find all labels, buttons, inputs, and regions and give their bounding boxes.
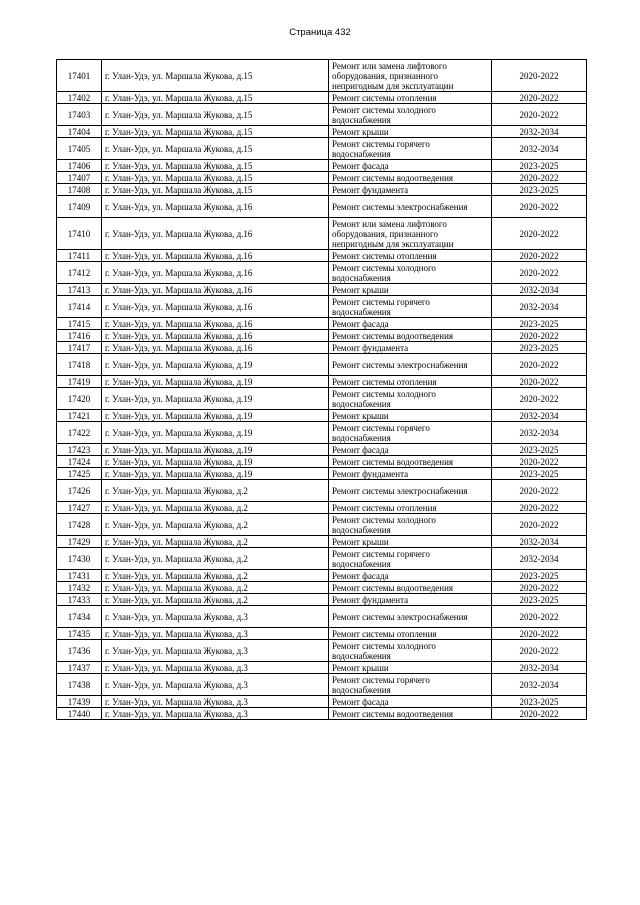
table-row bbox=[57, 548, 587, 570]
period-cell: 2020-2022 bbox=[492, 456, 587, 468]
repair-schedule-body bbox=[57, 60, 587, 720]
work-type-cell: Ремонт фасада bbox=[329, 160, 492, 172]
period-cell: 2020-2022 bbox=[492, 606, 587, 628]
row-number-cell: 17420 bbox=[57, 388, 102, 410]
table-row bbox=[57, 296, 587, 318]
row-number-cell: 17418 bbox=[57, 354, 102, 376]
work-type-cell: Ремонт крыши bbox=[329, 284, 492, 296]
table-row bbox=[57, 514, 587, 536]
address-cell: г. Улан-Удэ, ул. Маршала Жукова, д.2 bbox=[102, 536, 329, 548]
period-cell: 2032-2034 bbox=[492, 674, 587, 696]
row-number-cell: 17414 bbox=[57, 296, 102, 318]
period-cell: 2020-2022 bbox=[492, 250, 587, 262]
table-row bbox=[57, 628, 587, 640]
address-cell: г. Улан-Удэ, ул. Маршала Жукова, д.2 bbox=[102, 548, 329, 570]
table-row bbox=[57, 444, 587, 456]
table-row bbox=[57, 376, 587, 388]
work-type-cell: Ремонт системы холодного водоснабжения bbox=[329, 388, 492, 410]
address-cell: г. Улан-Удэ, ул. Маршала Жукова, д.19 bbox=[102, 422, 329, 444]
address-cell: г. Улан-Удэ, ул. Маршала Жукова, д.2 bbox=[102, 514, 329, 536]
page-number-label: Страница 432 bbox=[289, 27, 351, 38]
period-cell: 2023-2025 bbox=[492, 444, 587, 456]
table-row bbox=[57, 410, 587, 422]
table-row bbox=[57, 284, 587, 296]
work-type-cell: Ремонт системы горячего водоснабжения bbox=[329, 296, 492, 318]
row-number-cell: 17437 bbox=[57, 662, 102, 674]
table-row bbox=[57, 342, 587, 354]
table-row bbox=[57, 456, 587, 468]
period-cell: 2023-2025 bbox=[492, 468, 587, 480]
row-number-cell: 17403 bbox=[57, 104, 102, 126]
row-number-cell: 17432 bbox=[57, 582, 102, 594]
work-type-cell: Ремонт системы отопления bbox=[329, 250, 492, 262]
row-number-cell: 17426 bbox=[57, 480, 102, 502]
period-cell: 2020-2022 bbox=[492, 262, 587, 284]
work-type-cell: Ремонт системы электроснабжения bbox=[329, 606, 492, 628]
table-row bbox=[57, 388, 587, 410]
period-cell: 2020-2022 bbox=[492, 218, 587, 250]
work-type-cell: Ремонт системы горячего водоснабжения bbox=[329, 138, 492, 160]
period-cell: 2032-2034 bbox=[492, 126, 587, 138]
period-cell: 2020-2022 bbox=[492, 330, 587, 342]
row-number-cell: 17406 bbox=[57, 160, 102, 172]
row-number-cell: 17428 bbox=[57, 514, 102, 536]
work-type-cell: Ремонт системы водоотведения bbox=[329, 172, 492, 184]
period-cell: 2023-2025 bbox=[492, 342, 587, 354]
period-cell: 2032-2034 bbox=[492, 296, 587, 318]
address-cell: г. Улан-Удэ, ул. Маршала Жукова, д.15 bbox=[102, 92, 329, 104]
period-cell: 2020-2022 bbox=[492, 708, 587, 720]
work-type-cell: Ремонт фасада bbox=[329, 318, 492, 330]
work-type-cell: Ремонт крыши bbox=[329, 126, 492, 138]
row-number-cell: 17402 bbox=[57, 92, 102, 104]
address-cell: г. Улан-Удэ, ул. Маршала Жукова, д.16 bbox=[102, 296, 329, 318]
table-row bbox=[57, 422, 587, 444]
work-type-cell: Ремонт или замена лифтового оборудования, признанного непригодным для эксплуатации bbox=[329, 218, 492, 250]
table-row bbox=[57, 354, 587, 376]
row-number-cell: 17421 bbox=[57, 410, 102, 422]
table-row bbox=[57, 60, 587, 92]
work-type-cell: Ремонт фасада bbox=[329, 570, 492, 582]
work-type-cell: Ремонт системы отопления bbox=[329, 376, 492, 388]
period-cell: 2020-2022 bbox=[492, 582, 587, 594]
period-cell: 2032-2034 bbox=[492, 138, 587, 160]
table-row bbox=[57, 582, 587, 594]
address-cell: г. Улан-Удэ, ул. Маршала Жукова, д.15 bbox=[102, 138, 329, 160]
row-number-cell: 17417 bbox=[57, 342, 102, 354]
period-cell: 2032-2034 bbox=[492, 536, 587, 548]
table-row bbox=[57, 160, 587, 172]
table-row bbox=[57, 594, 587, 606]
work-type-cell: Ремонт фундамента bbox=[329, 594, 492, 606]
period-cell: 2020-2022 bbox=[492, 354, 587, 376]
row-number-cell: 17436 bbox=[57, 640, 102, 662]
period-cell: 2023-2025 bbox=[492, 570, 587, 582]
row-number-cell: 17404 bbox=[57, 126, 102, 138]
address-cell: г. Улан-Удэ, ул. Маршала Жукова, д.15 bbox=[102, 104, 329, 126]
table-row bbox=[57, 138, 587, 160]
table-row bbox=[57, 218, 587, 250]
work-type-cell: Ремонт фундамента bbox=[329, 342, 492, 354]
address-cell: г. Улан-Удэ, ул. Маршала Жукова, д.3 bbox=[102, 674, 329, 696]
work-type-cell: Ремонт системы отопления bbox=[329, 502, 492, 514]
period-cell: 2020-2022 bbox=[492, 172, 587, 184]
row-number-cell: 17412 bbox=[57, 262, 102, 284]
address-cell: г. Улан-Удэ, ул. Маршала Жукова, д.16 bbox=[102, 250, 329, 262]
work-type-cell: Ремонт системы водоотведения bbox=[329, 582, 492, 594]
work-type-cell: Ремонт системы холодного водоснабжения bbox=[329, 104, 492, 126]
row-number-cell: 17416 bbox=[57, 330, 102, 342]
address-cell: г. Улан-Удэ, ул. Маршала Жукова, д.16 bbox=[102, 218, 329, 250]
table-row bbox=[57, 674, 587, 696]
period-cell: 2023-2025 bbox=[492, 594, 587, 606]
table-row bbox=[57, 318, 587, 330]
row-number-cell: 17419 bbox=[57, 376, 102, 388]
work-type-cell: Ремонт крыши bbox=[329, 662, 492, 674]
work-type-cell: Ремонт системы отопления bbox=[329, 92, 492, 104]
table-row bbox=[57, 468, 587, 480]
address-cell: г. Улан-Удэ, ул. Маршала Жукова, д.19 bbox=[102, 410, 329, 422]
period-cell: 2020-2022 bbox=[492, 514, 587, 536]
table-row bbox=[57, 570, 587, 582]
work-type-cell: Ремонт системы электроснабжения bbox=[329, 196, 492, 218]
row-number-cell: 17401 bbox=[57, 60, 102, 92]
repair-schedule-table bbox=[56, 59, 587, 720]
work-type-cell: Ремонт системы электроснабжения bbox=[329, 354, 492, 376]
table-row bbox=[57, 536, 587, 548]
address-cell: г. Улан-Удэ, ул. Маршала Жукова, д.2 bbox=[102, 570, 329, 582]
address-cell: г. Улан-Удэ, ул. Маршала Жукова, д.16 bbox=[102, 318, 329, 330]
address-cell: г. Улан-Удэ, ул. Маршала Жукова, д.16 bbox=[102, 196, 329, 218]
period-cell: 2032-2034 bbox=[492, 422, 587, 444]
address-cell: г. Улан-Удэ, ул. Маршала Жукова, д.2 bbox=[102, 480, 329, 502]
address-cell: г. Улан-Удэ, ул. Маршала Жукова, д.3 bbox=[102, 628, 329, 640]
row-number-cell: 17430 bbox=[57, 548, 102, 570]
table-row bbox=[57, 662, 587, 674]
row-number-cell: 17415 bbox=[57, 318, 102, 330]
period-cell: 2020-2022 bbox=[492, 104, 587, 126]
period-cell: 2020-2022 bbox=[492, 376, 587, 388]
work-type-cell: Ремонт системы холодного водоснабжения bbox=[329, 514, 492, 536]
work-type-cell: Ремонт системы водоотведения bbox=[329, 708, 492, 720]
period-cell: 2032-2034 bbox=[492, 548, 587, 570]
period-cell: 2023-2025 bbox=[492, 318, 587, 330]
table-row bbox=[57, 262, 587, 284]
row-number-cell: 17405 bbox=[57, 138, 102, 160]
row-number-cell: 17439 bbox=[57, 696, 102, 708]
address-cell: г. Улан-Удэ, ул. Маршала Жукова, д.19 bbox=[102, 444, 329, 456]
table-row bbox=[57, 250, 587, 262]
row-number-cell: 17424 bbox=[57, 456, 102, 468]
work-type-cell: Ремонт системы холодного водоснабжения bbox=[329, 640, 492, 662]
work-type-cell: Ремонт фасада bbox=[329, 696, 492, 708]
row-number-cell: 17410 bbox=[57, 218, 102, 250]
row-number-cell: 17438 bbox=[57, 674, 102, 696]
table-row bbox=[57, 502, 587, 514]
address-cell: г. Улан-Удэ, ул. Маршала Жукова, д.3 bbox=[102, 662, 329, 674]
table-row bbox=[57, 104, 587, 126]
work-type-cell: Ремонт фасада bbox=[329, 444, 492, 456]
table-row bbox=[57, 606, 587, 628]
table-row bbox=[57, 708, 587, 720]
address-cell: г. Улан-Удэ, ул. Маршала Жукова, д.19 bbox=[102, 456, 329, 468]
period-cell: 2023-2025 bbox=[492, 160, 587, 172]
table-row bbox=[57, 92, 587, 104]
address-cell: г. Улан-Удэ, ул. Маршала Жукова, д.19 bbox=[102, 376, 329, 388]
row-number-cell: 17427 bbox=[57, 502, 102, 514]
address-cell: г. Улан-Удэ, ул. Маршала Жукова, д.19 bbox=[102, 354, 329, 376]
period-cell: 2032-2034 bbox=[492, 410, 587, 422]
period-cell: 2020-2022 bbox=[492, 196, 587, 218]
address-cell: г. Улан-Удэ, ул. Маршала Жукова, д.3 bbox=[102, 606, 329, 628]
address-cell: г. Улан-Удэ, ул. Маршала Жукова, д.15 bbox=[102, 60, 329, 92]
work-type-cell: Ремонт фундамента bbox=[329, 184, 492, 196]
address-cell: г. Улан-Удэ, ул. Маршала Жукова, д.16 bbox=[102, 342, 329, 354]
period-cell: 2020-2022 bbox=[492, 502, 587, 514]
work-type-cell: Ремонт системы электроснабжения bbox=[329, 480, 492, 502]
address-cell: г. Улан-Удэ, ул. Маршала Жукова, д.19 bbox=[102, 388, 329, 410]
table-row bbox=[57, 330, 587, 342]
work-type-cell: Ремонт системы холодного водоснабжения bbox=[329, 262, 492, 284]
work-type-cell: Ремонт системы горячего водоснабжения bbox=[329, 674, 492, 696]
work-type-cell: Ремонт системы горячего водоснабжения bbox=[329, 548, 492, 570]
address-cell: г. Улан-Удэ, ул. Маршала Жукова, д.15 bbox=[102, 126, 329, 138]
period-cell: 2020-2022 bbox=[492, 92, 587, 104]
period-cell: 2023-2025 bbox=[492, 696, 587, 708]
period-cell: 2020-2022 bbox=[492, 60, 587, 92]
address-cell: г. Улан-Удэ, ул. Маршала Жукова, д.2 bbox=[102, 582, 329, 594]
row-number-cell: 17440 bbox=[57, 708, 102, 720]
row-number-cell: 17408 bbox=[57, 184, 102, 196]
row-number-cell: 17409 bbox=[57, 196, 102, 218]
work-type-cell: Ремонт крыши bbox=[329, 410, 492, 422]
table-row bbox=[57, 172, 587, 184]
row-number-cell: 17423 bbox=[57, 444, 102, 456]
address-cell: г. Улан-Удэ, ул. Маршала Жукова, д.3 bbox=[102, 640, 329, 662]
work-type-cell: Ремонт системы водоотведения bbox=[329, 330, 492, 342]
address-cell: г. Улан-Удэ, ул. Маршала Жукова, д.15 bbox=[102, 184, 329, 196]
row-number-cell: 17435 bbox=[57, 628, 102, 640]
work-type-cell: Ремонт фундамента bbox=[329, 468, 492, 480]
work-type-cell: Ремонт системы отопления bbox=[329, 628, 492, 640]
work-type-cell: Ремонт или замена лифтового оборудования, признанного непригодным для эксплуатации bbox=[329, 60, 492, 92]
work-type-cell: Ремонт системы горячего водоснабжения bbox=[329, 422, 492, 444]
address-cell: г. Улан-Удэ, ул. Маршала Жукова, д.15 bbox=[102, 160, 329, 172]
address-cell: г. Улан-Удэ, ул. Маршала Жукова, д.16 bbox=[102, 284, 329, 296]
row-number-cell: 17433 bbox=[57, 594, 102, 606]
row-number-cell: 17411 bbox=[57, 250, 102, 262]
work-type-cell: Ремонт системы водоотведения bbox=[329, 456, 492, 468]
address-cell: г. Улан-Удэ, ул. Маршала Жукова, д.16 bbox=[102, 262, 329, 284]
row-number-cell: 17422 bbox=[57, 422, 102, 444]
row-number-cell: 17407 bbox=[57, 172, 102, 184]
period-cell: 2032-2034 bbox=[492, 662, 587, 674]
row-number-cell: 17413 bbox=[57, 284, 102, 296]
period-cell: 2023-2025 bbox=[492, 184, 587, 196]
address-cell: г. Улан-Удэ, ул. Маршала Жукова, д.3 bbox=[102, 708, 329, 720]
row-number-cell: 17434 bbox=[57, 606, 102, 628]
address-cell: г. Улан-Удэ, ул. Маршала Жукова, д.15 bbox=[102, 172, 329, 184]
period-cell: 2032-2034 bbox=[492, 284, 587, 296]
table-row bbox=[57, 184, 587, 196]
period-cell: 2020-2022 bbox=[492, 628, 587, 640]
address-cell: г. Улан-Удэ, ул. Маршала Жукова, д.2 bbox=[102, 502, 329, 514]
address-cell: г. Улан-Удэ, ул. Маршала Жукова, д.16 bbox=[102, 330, 329, 342]
table-row bbox=[57, 696, 587, 708]
table-row bbox=[57, 126, 587, 138]
address-cell: г. Улан-Удэ, ул. Маршала Жукова, д.3 bbox=[102, 696, 329, 708]
row-number-cell: 17429 bbox=[57, 536, 102, 548]
table-row bbox=[57, 640, 587, 662]
table-row bbox=[57, 196, 587, 218]
period-cell: 2020-2022 bbox=[492, 480, 587, 502]
work-type-cell: Ремонт крыши bbox=[329, 536, 492, 548]
table-row bbox=[57, 480, 587, 502]
period-cell: 2020-2022 bbox=[492, 640, 587, 662]
address-cell: г. Улан-Удэ, ул. Маршала Жукова, д.19 bbox=[102, 468, 329, 480]
period-cell: 2020-2022 bbox=[492, 388, 587, 410]
row-number-cell: 17431 bbox=[57, 570, 102, 582]
address-cell: г. Улан-Удэ, ул. Маршала Жукова, д.2 bbox=[102, 594, 329, 606]
row-number-cell: 17425 bbox=[57, 468, 102, 480]
